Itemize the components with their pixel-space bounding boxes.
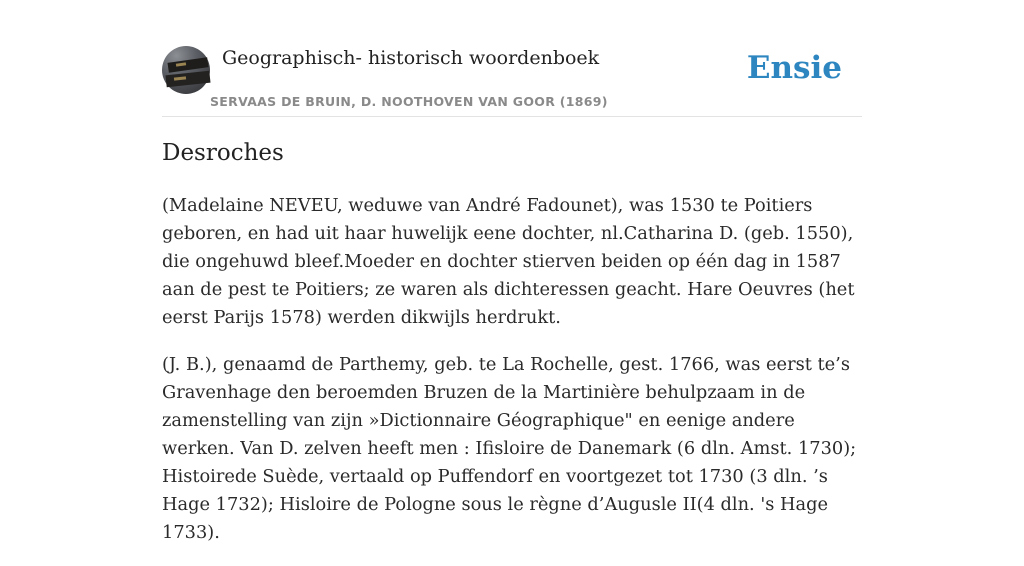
book-avatar-icon[interactable] <box>162 46 210 94</box>
entry-title: Desroches <box>162 140 284 166</box>
book-authors: SERVAAS DE BRUIN, D. NOOTHOVEN VAN GOOR (1869) <box>210 94 608 109</box>
book-header <box>162 46 862 117</box>
ensie-logo-link[interactable]: Ensie <box>746 50 842 86</box>
entry-content <box>162 192 872 566</box>
entry-paragraph: (Madelaine NEVEU, weduwe van André Fadounet), was 1530 te Poitiers geboren, en had uit haar huwelijk eene dochter, nl.Catharina D. (geb. 1550), die ongehuwd bleef.Moeder en dochter stierven beiden op één dag in 1587 aan de pest te Poitiers; ze waren als dichteressen geacht. Hare Oeuvres (het eerst Parijs 1578) werden dikwijls herdrukt. <box>162 195 855 328</box>
entry-paragraph: (J. B.), genaamd de Parthemy, geb. te La Rochelle, gest. 1766, was eerst te’s Gravenhage den beroemden Bruzen de la Martinière behulpzaam in de zamenstelling van zijn »Dictionnaire Géographique" en eenige andere werken. Van D. zelven heeft men : Ifisloire de Danemark (6 dln. Amst. 1730); Histoirede Suède, vertaald op Puffendorf en voortgezet tot 1730 (3 dln. ’s Hage 1732); Hisloire de Pologne sous le règne d’Augusle II(4 dln. 's Hage 1733). <box>162 354 857 543</box>
book-spine-shape <box>165 71 210 88</box>
book-title-link[interactable]: Geographisch- historisch woordenboek <box>222 47 600 69</box>
